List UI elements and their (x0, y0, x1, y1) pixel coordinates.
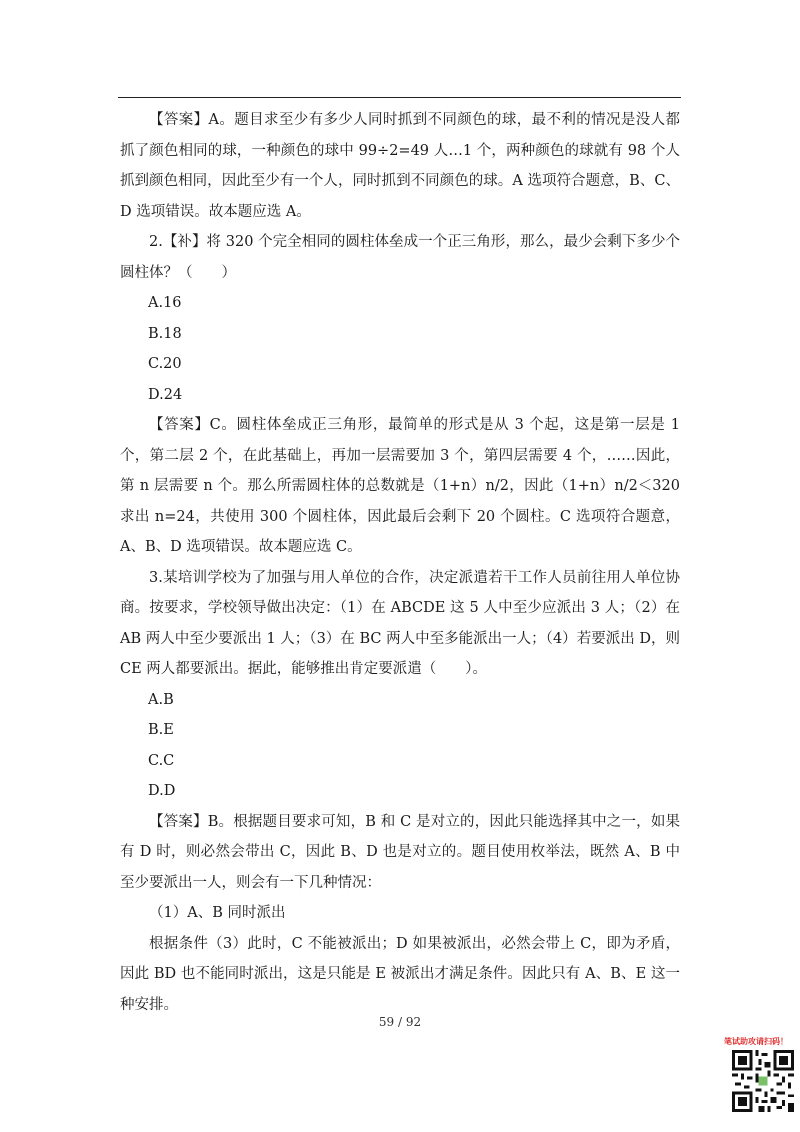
answer-3-paragraph: 【答案】B。根据题目要求可知，B 和 C 是对立的，因此只能选择其中之一，如果有 D 时，则必然会带出 C，因此 B、D 也是对立的。题目使用枚举法，既然 A、B 中至少要派出一人，则会有一下几种情况： (120, 813, 680, 891)
answer-2-paragraph: 【答案】C。圆柱体垒成正三角形，最简单的形式是从 3 个起，这是第一层是 1 个，第二层 2 个，在此基础上，再加一层需要加 3 个，第四层需要 4 个，……因此，第 n 层需要 n 个。那么所需圆柱体的总数就是（1+n）n/2，因此（1+n）n/2＜320 求出 n=24，共使用 300 个圆柱体，因此最后会剩下 20 个圆柱。C 选项符合题意，A、B、D 选项错误。故本题应选 C。 (120, 417, 680, 555)
q3-option-c: C.C (148, 752, 175, 769)
q2-option-a: A.16 (148, 295, 182, 311)
case-1-detail: 根据条件（3）此时，C 不能被派出；D 如果被派出，必然会带上 C，即为矛盾，因此 BD 也不能同时派出，这是只能是 E 被派出才满足条件。因此只有 A、B、E 这一种安排。 (120, 935, 680, 1013)
qr-code-icon (732, 1050, 794, 1112)
qr-caption: 笔试助攻请扫码！ (724, 1037, 788, 1046)
answer-1-paragraph: 【答案】A。题目求至少有多少人同时抓到不同颜色的球，最不利的情况是没人都抓了颜色相同的球，一种颜色的球中 99÷2=49 人…1 个，两种颜色的球就有 98 个人抓到颜色相同，因此至少有一个人，同时抓到不同颜色的球。A 选项符合题意，B、C、D 选项错误。故本题应选 A。 (120, 112, 680, 220)
q3-option-d: D.D (148, 783, 176, 799)
case-1-heading: （1）A、B 同时派出 (149, 905, 286, 921)
question-2: 2.【补】将 320 个完全相同的圆柱体垒成一个正三角形，那么，最少会剩下多少个圆柱体？（ ） (120, 234, 680, 281)
q3-option-b: B.E (148, 722, 174, 738)
page-number: 59 / 92 (378, 1015, 422, 1029)
header-rule (118, 97, 681, 98)
q2-option-c: C.20 (148, 356, 182, 372)
question-3: 3.某培训学校为了加强与用人单位的合作，决定派遣若干工作人员前往用人单位协商。按要求，学校领导做出决定：（1）在 ABCDE 这 5 人中至少应派出 3 人；（2）在 AB 两人中至少要派出 1 人；（3）在 BC 两人中至多能派出一人；（4）若要派出 D，则 CE 两人都要派出。据此，能够推出肯定要派遣（ ）。 (120, 569, 680, 677)
q3-option-a: A.B (148, 691, 174, 708)
qr-code-block (724, 1036, 800, 1132)
q2-option-b: B.18 (148, 325, 182, 342)
q2-option-d: D.24 (148, 386, 183, 403)
page-content (120, 105, 680, 1020)
